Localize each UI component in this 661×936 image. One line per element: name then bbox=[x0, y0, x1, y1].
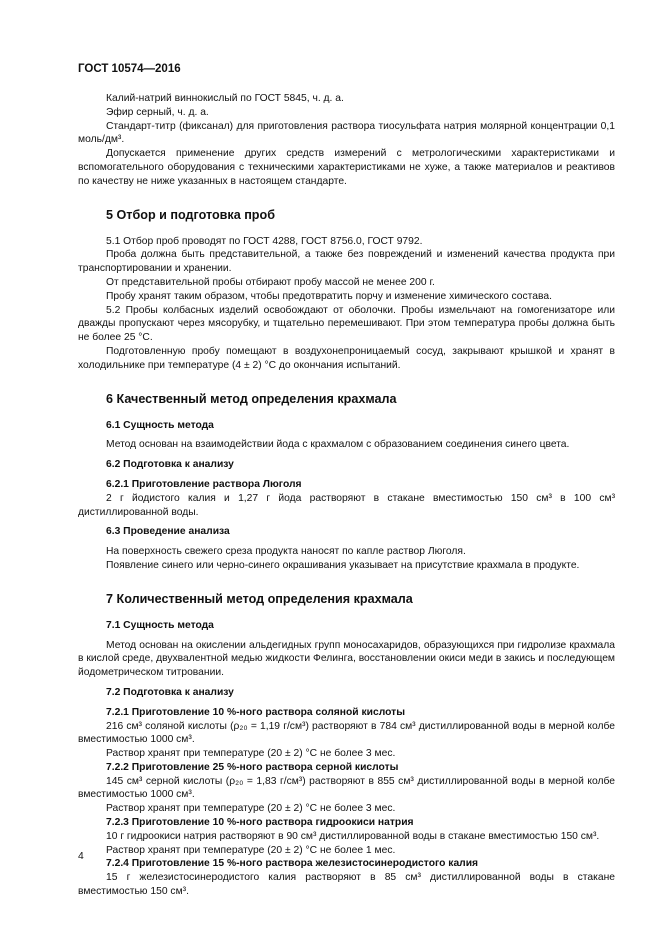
paragraph: 15 г железистосинеродистого калия растворяют в 85 см³ дистиллированной воды в стакане вместимостью 150 см³. bbox=[78, 872, 615, 898]
subsection-heading: 6.2 Подготовка к анализу bbox=[106, 459, 234, 471]
page-number: 4 bbox=[78, 851, 84, 862]
standard-header: ГОСТ 10574—2016 bbox=[78, 63, 181, 75]
paragraph: Метод основан на окислении альдегидных групп моносахаридов, образующихся при гидролизе крахмала в кислой среде, двухвалентной медью жидкости Фелинга, восстановлении окиси меди в закись и последующем йодометрическом титровании. bbox=[78, 639, 615, 679]
paragraph: Раствор хранят при температуре (20 ± 2) °С не более 3 мес. bbox=[106, 748, 396, 760]
paragraph: Пробу хранят таким образом, чтобы предотвратить порчу и изменение химического состава. bbox=[106, 290, 552, 302]
paragraph: На поверхность свежего среза продукта наносят по капле раствор Люголя. bbox=[106, 546, 466, 558]
paragraph: 5.1 Отбор проб проводят по ГОСТ 4288, ГОСТ 8756.0, ГОСТ 9792. bbox=[106, 235, 423, 247]
paragraph: Допускается применение других средств измерений с метрологическими характеристиками и вспомогательного оборудования с техническими характеристиками не хуже, а также материалов и реактивов по качеству не ниже указанных в настоящем стандарте. bbox=[78, 148, 615, 187]
paragraph: Стандарт-титр (фиксанал) для приготовления раствора тиосульфата натрия молярной концентрации 0,1 моль/дм³. bbox=[78, 120, 615, 146]
paragraph: 5.2 Пробы колбасных изделий освобождают от оболочки. Пробы измельчают на гомогенизаторе или дважды пропускают через мясорубку, и тщательно перемешивают. При этом температура пробы должна быть не более 25 °С. bbox=[78, 304, 615, 344]
subsection-heading: 6.1 Сущность метода bbox=[106, 419, 214, 431]
subsection-heading: 7.1 Сущность метода bbox=[106, 619, 214, 631]
paragraph: Появление синего или черно-синего окрашивания указывает на присутствие крахмала в продукте. bbox=[106, 559, 580, 571]
subsection-heading: 6.3 Проведение анализа bbox=[106, 526, 230, 538]
paragraph: Эфир серный, ч. д. а. bbox=[106, 106, 209, 118]
paragraph: Метод основан на взаимодействии йода с крахмалом с образованием соединения синего цвета. bbox=[106, 439, 570, 451]
paragraph: 10 г гидроокиси натрия растворяют в 90 см³ дистиллированной воды в стакане вместимостью 150 см³. bbox=[106, 830, 600, 842]
document-body bbox=[78, 92, 615, 899]
section-heading-7: 7 Количественный метод определения крахмала bbox=[106, 591, 413, 606]
paragraph: Раствор хранят при температуре (20 ± 2) °С не более 3 мес. bbox=[106, 803, 396, 815]
subsection-heading: 7.2.4 Приготовление 15 %-ного раствора железистосинеродистого калия bbox=[106, 858, 479, 870]
subsection-heading: 7.2.2 Приготовление 25 %-ного раствора серной кислоты bbox=[106, 761, 399, 773]
section-heading-6: 6 Качественный метод определения крахмала bbox=[106, 391, 397, 406]
subsection-heading: 7.2 Подготовка к анализу bbox=[106, 686, 234, 698]
paragraph: 216 см³ соляной кислоты (ρ₂₀ = 1,19 г/см³) растворяют в 784 см³ дистиллированной воды в мерной колбе вместимостью 1000 см³. bbox=[78, 720, 615, 746]
subsection-heading: 7.2.3 Приготовление 10 %-ного раствора гидроокиси натрия bbox=[106, 817, 414, 829]
subsection-heading: 6.2.1 Приготовление раствора Люголя bbox=[106, 478, 302, 490]
paragraph: От представительной пробы отбирают пробу массой не менее 200 г. bbox=[106, 276, 435, 288]
subsection-heading: 7.2.1 Приготовление 10 %-ного раствора соляной кислоты bbox=[106, 706, 405, 718]
section-heading-5: 5 Отбор и подготовка проб bbox=[106, 207, 275, 222]
paragraph: Раствор хранят при температуре (20 ± 2) °С не более 1 мес. bbox=[106, 844, 396, 856]
paragraph: Проба должна быть представительной, а также без повреждений и изменений качества продукта при транспортировании и хранении. bbox=[78, 249, 615, 275]
paragraph: 145 см³ серной кислоты (ρ₂₀ = 1,83 г/см³) растворяют в 855 см³ дистиллированной воды в мерной колбе вместимостью 1000 см³. bbox=[78, 775, 615, 801]
paragraph: Подготовленную пробу помещают в воздухонепроницаемый сосуд, закрывают крышкой и хранят в холодильнике при температуре (4 ± 2) °С до окончания испытаний. bbox=[78, 345, 615, 371]
paragraph: Калий-натрий виннокислый по ГОСТ 5845, ч. д. а. bbox=[106, 93, 344, 104]
paragraph: 2 г йодистого калия и 1,27 г йода растворяют в стакане вместимостью 150 см³ в 100 см³ дистиллированной воды. bbox=[78, 492, 615, 518]
